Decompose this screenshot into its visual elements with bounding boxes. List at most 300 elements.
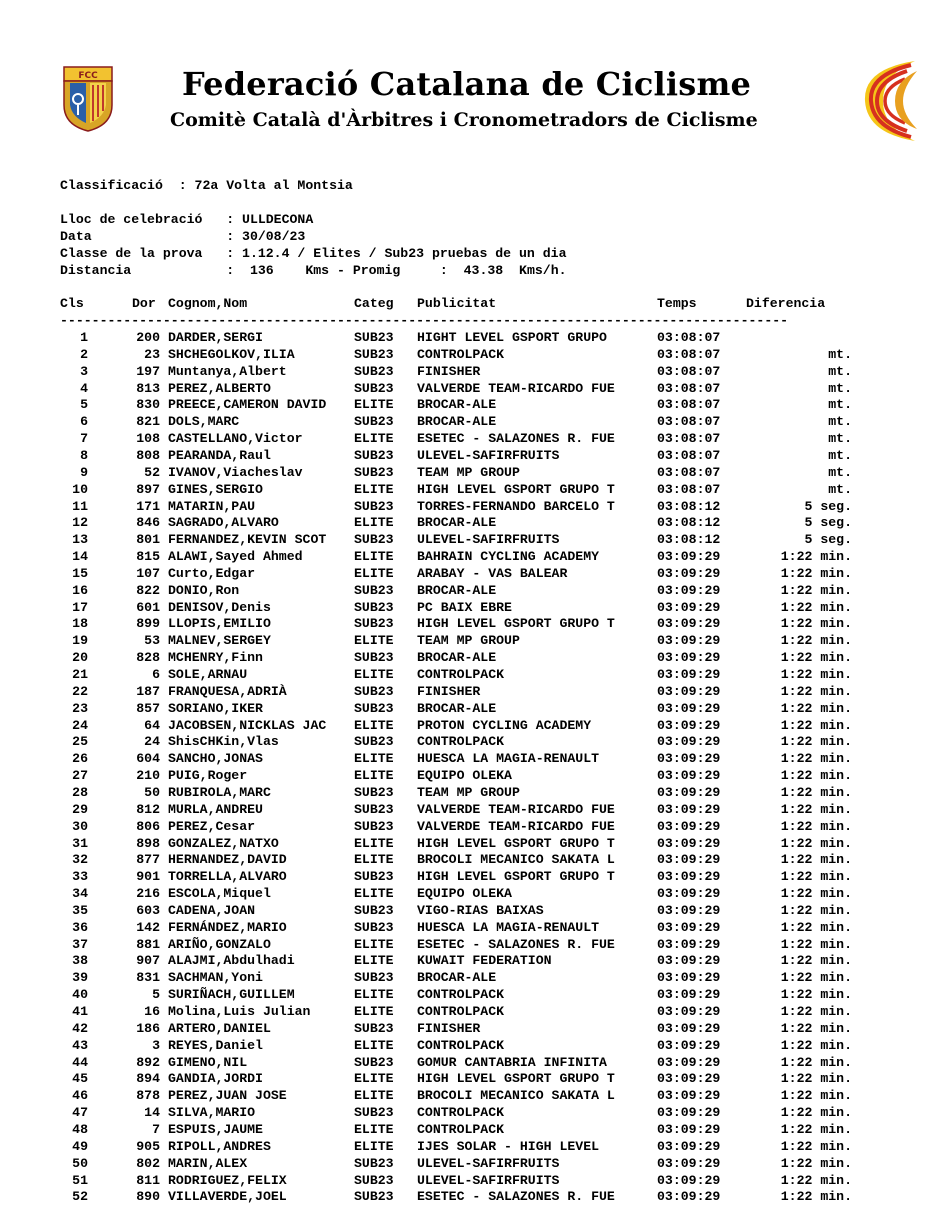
cell-diferencia: 1:22 min. bbox=[780, 734, 852, 750]
cell-publicitat: EQUIPO OLEKA bbox=[417, 768, 512, 784]
cell-publicitat: BROCAR-ALE bbox=[417, 650, 497, 666]
cell-temps: 03:08:12 bbox=[657, 498, 721, 514]
cell-diferencia: 1:22 min. bbox=[780, 582, 852, 598]
cell-diferencia: mt. bbox=[828, 447, 852, 463]
cell-temps: 03:09:29 bbox=[657, 565, 721, 581]
table-row bbox=[0, 683, 947, 700]
cell-temps: 03:09:29 bbox=[657, 1037, 721, 1053]
table-row bbox=[0, 413, 947, 430]
cell-name: CADENA,JOAN bbox=[168, 902, 256, 918]
table-row bbox=[0, 1054, 947, 1071]
cell-cls: 32 bbox=[72, 852, 88, 868]
cell-name: VILLAVERDE,JOEL bbox=[168, 1189, 287, 1205]
cell-temps: 03:09:29 bbox=[657, 886, 721, 902]
cell-categ: ELITE bbox=[354, 717, 394, 733]
cell-categ: SUB23 bbox=[354, 582, 394, 598]
cell-cls: 30 bbox=[72, 818, 88, 834]
cell-dor: 877 bbox=[136, 852, 160, 868]
cell-publicitat: CONTROLPACK bbox=[417, 1004, 505, 1019]
cell-cls: 3 bbox=[80, 363, 88, 379]
cell-temps: 03:08:07 bbox=[657, 464, 721, 480]
cell-diferencia: 5 seg. bbox=[804, 498, 852, 514]
cell-categ: SUB23 bbox=[354, 818, 394, 834]
cell-name: ShisCHKin,Vlas bbox=[168, 734, 279, 750]
cell-dor: 857 bbox=[136, 700, 160, 716]
cell-dor: 601 bbox=[136, 599, 160, 615]
cell-name: DARDER,SERGI bbox=[168, 330, 263, 345]
cell-dor: 821 bbox=[136, 414, 160, 430]
cell-diferencia: 1:22 min. bbox=[780, 784, 852, 800]
cell-cls: 48 bbox=[72, 1121, 88, 1137]
cell-diferencia: 1:22 min. bbox=[780, 886, 852, 902]
cell-diferencia: 1:22 min. bbox=[780, 616, 852, 632]
cell-categ: SUB23 bbox=[354, 464, 394, 480]
classificacio-value: 72a Volta al Montsia bbox=[194, 178, 353, 193]
cell-diferencia: 1:22 min. bbox=[780, 633, 852, 649]
col-categ-header: Categ bbox=[354, 296, 394, 311]
cell-name: CASTELLANO,Victor bbox=[168, 431, 303, 447]
cell-dor: 5 bbox=[152, 987, 160, 1003]
cell-publicitat: BROCAR-ALE bbox=[417, 970, 497, 986]
table-row bbox=[0, 1003, 947, 1020]
fcc-shield-logo bbox=[62, 65, 114, 133]
cell-categ: ELITE bbox=[354, 1138, 394, 1154]
cell-categ: SUB23 bbox=[354, 650, 394, 666]
kmsh-label: Kms/h. bbox=[519, 263, 567, 278]
cell-name: RODRIGUEZ,FELIX bbox=[168, 1172, 287, 1188]
cell-publicitat: VALVERDE TEAM-RICARDO FUE bbox=[417, 801, 615, 817]
cell-cls: 20 bbox=[72, 650, 88, 666]
cell-temps: 03:09:29 bbox=[657, 801, 721, 817]
cell-publicitat: ULEVEL-SAFIRFRUITS bbox=[417, 1155, 560, 1171]
cell-diferencia: 1:22 min. bbox=[780, 1121, 852, 1137]
cell-categ: ELITE bbox=[354, 1037, 394, 1053]
cell-temps: 03:08:07 bbox=[657, 330, 721, 345]
cell-temps: 03:09:29 bbox=[657, 936, 721, 952]
table-row bbox=[0, 666, 947, 683]
cell-name: SANCHO,JONAS bbox=[168, 751, 263, 767]
cell-categ: ELITE bbox=[354, 1071, 394, 1087]
cell-categ: ELITE bbox=[354, 1004, 394, 1019]
classe-value: 1.12.4 / Elites / Sub23 pruebas de un dia bbox=[242, 246, 567, 261]
cell-diferencia: 1:22 min. bbox=[780, 1155, 852, 1171]
cell-temps: 03:09:29 bbox=[657, 818, 721, 834]
cell-categ: SUB23 bbox=[354, 700, 394, 716]
cell-categ: ELITE bbox=[354, 1121, 394, 1137]
cell-temps: 03:09:29 bbox=[657, 1071, 721, 1087]
cell-dor: 878 bbox=[136, 1088, 160, 1104]
cell-dor: 603 bbox=[136, 902, 160, 918]
cell-categ: SUB23 bbox=[354, 683, 394, 699]
lloc-value: ULLDECONA bbox=[242, 212, 314, 227]
cell-name: ARIÑO,GONZALO bbox=[168, 936, 271, 952]
cell-name: SURIÑACH,GUILLEM bbox=[168, 987, 295, 1003]
cell-publicitat: HIGH LEVEL GSPORT GRUPO T bbox=[417, 1071, 615, 1087]
page-header bbox=[0, 55, 947, 145]
table-row bbox=[0, 1087, 947, 1104]
cell-cls: 2 bbox=[80, 346, 88, 362]
cell-categ: ELITE bbox=[354, 835, 394, 851]
cell-categ: SUB23 bbox=[354, 532, 394, 548]
cell-diferencia: 1:22 min. bbox=[780, 717, 852, 733]
cell-publicitat: ESETEC - SALAZONES R. FUE bbox=[417, 1189, 615, 1205]
table-row bbox=[0, 902, 947, 919]
cell-publicitat: ULEVEL-SAFIRFRUITS bbox=[417, 532, 560, 548]
cell-cls: 43 bbox=[72, 1037, 88, 1053]
cell-diferencia: mt. bbox=[828, 414, 852, 430]
cell-diferencia: 1:22 min. bbox=[780, 919, 852, 935]
cell-name: SOLE,ARNAU bbox=[168, 667, 248, 682]
table-row bbox=[0, 1172, 947, 1189]
table-row bbox=[0, 531, 947, 548]
cell-temps: 03:09:29 bbox=[657, 902, 721, 918]
cell-name: Curto,Edgar bbox=[168, 565, 256, 581]
table-row bbox=[0, 380, 947, 397]
cell-temps: 03:09:29 bbox=[657, 616, 721, 632]
cell-diferencia: 1:22 min. bbox=[780, 869, 852, 885]
cell-temps: 03:09:29 bbox=[657, 549, 721, 565]
cell-categ: ELITE bbox=[354, 852, 394, 868]
cell-diferencia: 1:22 min. bbox=[780, 818, 852, 834]
cell-cls: 49 bbox=[72, 1138, 88, 1154]
cell-dor: 813 bbox=[136, 380, 160, 396]
cell-dor: 894 bbox=[136, 1071, 160, 1087]
cell-temps: 03:09:29 bbox=[657, 683, 721, 699]
cell-diferencia: 1:22 min. bbox=[780, 970, 852, 986]
cell-categ: SUB23 bbox=[354, 599, 394, 615]
cell-temps: 03:09:29 bbox=[657, 667, 721, 682]
data-label: Data bbox=[60, 229, 92, 244]
cell-temps: 03:09:29 bbox=[657, 650, 721, 666]
table-row bbox=[0, 464, 947, 481]
cell-cls: 8 bbox=[80, 447, 88, 463]
cell-categ: SUB23 bbox=[354, 734, 394, 750]
classificacio-label: Classificació bbox=[60, 178, 163, 193]
cell-categ: SUB23 bbox=[354, 447, 394, 463]
cell-dor: 107 bbox=[136, 565, 160, 581]
cell-diferencia: mt. bbox=[828, 346, 852, 362]
cell-dor: 50 bbox=[144, 784, 160, 800]
cell-dor: 53 bbox=[144, 633, 160, 649]
cell-cls: 12 bbox=[72, 515, 88, 531]
cell-diferencia: 1:22 min. bbox=[780, 1172, 852, 1188]
cell-diferencia: 1:22 min. bbox=[780, 700, 852, 716]
cell-dor: 806 bbox=[136, 818, 160, 834]
cell-dor: 142 bbox=[136, 919, 160, 935]
cell-temps: 03:08:07 bbox=[657, 380, 721, 396]
cell-cls: 18 bbox=[72, 616, 88, 632]
cell-diferencia: 1:22 min. bbox=[780, 1004, 852, 1019]
cell-dor: 171 bbox=[136, 498, 160, 514]
cell-diferencia: 1:22 min. bbox=[780, 683, 852, 699]
cell-name: PEREZ,ALBERTO bbox=[168, 380, 271, 396]
cell-diferencia: 1:22 min. bbox=[780, 650, 852, 666]
cell-cls: 19 bbox=[72, 633, 88, 649]
cell-publicitat: HIGH LEVEL GSPORT GRUPO T bbox=[417, 869, 615, 885]
cell-name: ESCOLA,Miquel bbox=[168, 886, 271, 902]
table-row bbox=[0, 784, 947, 801]
cell-temps: 03:09:29 bbox=[657, 1138, 721, 1154]
classe-line: Classe de la prova : 1.12.4 / Elites / Sub23 pruebas de un dia bbox=[60, 246, 567, 261]
cell-cls: 10 bbox=[72, 481, 88, 497]
cell-name: PUIG,Roger bbox=[168, 768, 248, 784]
cell-diferencia: 1:22 min. bbox=[780, 1088, 852, 1104]
cell-diferencia: mt. bbox=[828, 431, 852, 447]
cell-dor: 24 bbox=[144, 734, 160, 750]
cell-categ: ELITE bbox=[354, 886, 394, 902]
cell-temps: 03:09:29 bbox=[657, 784, 721, 800]
cell-name: PEREZ,JUAN JOSE bbox=[168, 1088, 287, 1104]
cell-publicitat: HUESCA LA MAGIA-RENAULT bbox=[417, 919, 600, 935]
cell-publicitat: BAHRAIN CYCLING ACADEMY bbox=[417, 549, 600, 565]
table-row bbox=[0, 818, 947, 835]
cell-categ: ELITE bbox=[354, 397, 394, 413]
cell-temps: 03:09:29 bbox=[657, 1020, 721, 1036]
cell-cls: 5 bbox=[80, 397, 88, 413]
cell-dor: 3 bbox=[152, 1037, 160, 1053]
cell-diferencia: mt. bbox=[828, 363, 852, 379]
cell-diferencia: 1:22 min. bbox=[780, 953, 852, 969]
cell-name: Muntanya,Albert bbox=[168, 363, 287, 379]
table-row bbox=[0, 615, 947, 632]
cell-publicitat: ARABAY - VAS BALEAR bbox=[417, 565, 568, 581]
cell-name: SORIANO,IKER bbox=[168, 700, 263, 716]
catalan-flag-logo bbox=[855, 57, 925, 143]
cell-dor: 812 bbox=[136, 801, 160, 817]
cell-categ: SUB23 bbox=[354, 1054, 394, 1070]
promig-value: 43.38 bbox=[463, 263, 504, 278]
cell-diferencia: 1:22 min. bbox=[780, 1071, 852, 1087]
cell-categ: SUB23 bbox=[354, 1155, 394, 1171]
cell-name: ALAWI,Sayed Ahmed bbox=[168, 549, 303, 565]
cell-publicitat: EQUIPO OLEKA bbox=[417, 886, 512, 902]
kms-promig-label: Kms - Promig bbox=[305, 263, 401, 278]
cell-dor: 901 bbox=[136, 869, 160, 885]
cell-dor: 210 bbox=[136, 768, 160, 784]
table-row bbox=[0, 1104, 947, 1121]
classe-label: Classe de la prova bbox=[60, 246, 203, 261]
cell-temps: 03:09:29 bbox=[657, 734, 721, 750]
classificacio-line: Classificació : 72a Volta al Montsia bbox=[60, 178, 353, 193]
cell-dor: 186 bbox=[136, 1020, 160, 1036]
cell-temps: 03:09:29 bbox=[657, 768, 721, 784]
cell-dor: 822 bbox=[136, 582, 160, 598]
cell-diferencia: 1:22 min. bbox=[780, 1189, 852, 1205]
cell-cls: 13 bbox=[72, 532, 88, 548]
cell-dor: 7 bbox=[152, 1121, 160, 1137]
cell-cls: 7 bbox=[80, 431, 88, 447]
cell-publicitat: VALVERDE TEAM-RICARDO FUE bbox=[417, 380, 615, 396]
cell-categ: ELITE bbox=[354, 549, 394, 565]
cell-name: DOLS,MARC bbox=[168, 414, 240, 430]
cell-temps: 03:08:07 bbox=[657, 431, 721, 447]
cell-temps: 03:08:12 bbox=[657, 532, 721, 548]
cell-cls: 47 bbox=[72, 1105, 88, 1121]
table-row bbox=[0, 649, 947, 666]
cell-name: SAGRADO,ALVARO bbox=[168, 515, 279, 531]
table-row bbox=[0, 885, 947, 902]
data-value: 30/08/23 bbox=[242, 229, 306, 244]
cell-categ: SUB23 bbox=[354, 498, 394, 514]
cell-diferencia: 1:22 min. bbox=[780, 902, 852, 918]
table-row bbox=[0, 346, 947, 363]
col-diferencia-header: Diferencia bbox=[746, 296, 826, 311]
cell-temps: 03:09:29 bbox=[657, 1155, 721, 1171]
lloc-line: Lloc de celebració : ULLDECONA bbox=[60, 212, 314, 227]
cell-cls: 46 bbox=[72, 1088, 88, 1104]
cell-name: GANDIA,JORDI bbox=[168, 1071, 263, 1087]
cell-temps: 03:09:29 bbox=[657, 1088, 721, 1104]
cell-diferencia: 1:22 min. bbox=[780, 565, 852, 581]
cell-categ: ELITE bbox=[354, 481, 394, 497]
cell-dor: 828 bbox=[136, 650, 160, 666]
cell-publicitat: ULEVEL-SAFIRFRUITS bbox=[417, 447, 560, 463]
cell-cls: 41 bbox=[72, 1004, 88, 1019]
cell-diferencia: 1:22 min. bbox=[780, 835, 852, 851]
cell-name: SILVA,MARIO bbox=[168, 1105, 256, 1121]
cell-publicitat: ESETEC - SALAZONES R. FUE bbox=[417, 431, 615, 447]
cell-categ: ELITE bbox=[354, 936, 394, 952]
cell-name: MURLA,ANDREU bbox=[168, 801, 263, 817]
cell-categ: SUB23 bbox=[354, 784, 394, 800]
cell-categ: ELITE bbox=[354, 667, 394, 682]
cell-diferencia: 1:22 min. bbox=[780, 1037, 852, 1053]
table-row bbox=[0, 919, 947, 936]
cell-temps: 03:09:29 bbox=[657, 700, 721, 716]
cell-name: FRANQUESA,ADRIÀ bbox=[168, 683, 287, 699]
cell-temps: 03:08:07 bbox=[657, 481, 721, 497]
table-row bbox=[0, 835, 947, 852]
table-row bbox=[0, 801, 947, 818]
table-row bbox=[0, 565, 947, 582]
cell-dor: 200 bbox=[136, 330, 160, 345]
cell-dor: 216 bbox=[136, 886, 160, 902]
cell-temps: 03:08:07 bbox=[657, 414, 721, 430]
cell-dor: 197 bbox=[136, 363, 160, 379]
cell-name: Molina,Luis Julian bbox=[168, 1004, 311, 1019]
cell-publicitat: ULEVEL-SAFIRFRUITS bbox=[417, 1172, 560, 1188]
table-row bbox=[0, 750, 947, 767]
cell-temps: 03:09:29 bbox=[657, 751, 721, 767]
table-row bbox=[0, 767, 947, 784]
cell-cls: 26 bbox=[72, 751, 88, 767]
cell-dor: 892 bbox=[136, 1054, 160, 1070]
cell-publicitat: TEAM MP GROUP bbox=[417, 464, 520, 480]
table-row bbox=[0, 868, 947, 885]
cell-categ: SUB23 bbox=[354, 414, 394, 430]
cell-temps: 03:09:29 bbox=[657, 1172, 721, 1188]
cell-name: FERNANDEZ,KEVIN SCOT bbox=[168, 532, 327, 548]
cell-categ: SUB23 bbox=[354, 380, 394, 396]
table-row bbox=[0, 447, 947, 464]
cell-cls: 25 bbox=[72, 734, 88, 750]
cell-publicitat: CONTROLPACK bbox=[417, 1121, 505, 1137]
cell-dor: 23 bbox=[144, 346, 160, 362]
cell-diferencia: 5 seg. bbox=[804, 532, 852, 548]
cell-categ: SUB23 bbox=[354, 869, 394, 885]
cell-cls: 51 bbox=[72, 1172, 88, 1188]
cell-temps: 03:09:29 bbox=[657, 1054, 721, 1070]
cell-dor: 64 bbox=[144, 717, 160, 733]
cell-diferencia: 1:22 min. bbox=[780, 549, 852, 565]
cell-name: HERNANDEZ,DAVID bbox=[168, 852, 287, 868]
cell-publicitat: CONTROLPACK bbox=[417, 1105, 505, 1121]
cell-cls: 39 bbox=[72, 970, 88, 986]
cell-publicitat: HUESCA LA MAGIA-RENAULT bbox=[417, 751, 600, 767]
cell-categ: ELITE bbox=[354, 987, 394, 1003]
cell-dor: 898 bbox=[136, 835, 160, 851]
cell-diferencia: mt. bbox=[828, 481, 852, 497]
cell-cls: 22 bbox=[72, 683, 88, 699]
table-row bbox=[0, 329, 947, 346]
cell-name: PREECE,CAMERON DAVID bbox=[168, 397, 327, 413]
cell-temps: 03:09:29 bbox=[657, 1004, 721, 1019]
cell-cls: 31 bbox=[72, 835, 88, 851]
table-row bbox=[0, 1037, 947, 1054]
cell-dor: 811 bbox=[136, 1172, 160, 1188]
table-row bbox=[0, 363, 947, 380]
cell-name: PEARANDA,Raul bbox=[168, 447, 271, 463]
cell-dor: 6 bbox=[152, 667, 160, 682]
cell-name: GINES,SERGIO bbox=[168, 481, 263, 497]
cell-cls: 34 bbox=[72, 886, 88, 902]
cell-name: MCHENRY,Finn bbox=[168, 650, 263, 666]
cell-cls: 9 bbox=[80, 464, 88, 480]
cell-categ: SUB23 bbox=[354, 330, 394, 345]
cell-dor: 52 bbox=[144, 464, 160, 480]
cell-temps: 03:09:29 bbox=[657, 987, 721, 1003]
cell-cls: 11 bbox=[72, 498, 88, 514]
lloc-label: Lloc de celebració bbox=[60, 212, 203, 227]
table-row bbox=[0, 582, 947, 599]
cell-temps: 03:09:29 bbox=[657, 953, 721, 969]
cell-diferencia: 1:22 min. bbox=[780, 1054, 852, 1070]
cell-publicitat: BROCAR-ALE bbox=[417, 414, 497, 430]
cell-dor: 905 bbox=[136, 1138, 160, 1154]
table-row bbox=[0, 430, 947, 447]
cell-name: SHCHEGOLKOV,ILIA bbox=[168, 346, 295, 362]
cell-cls: 28 bbox=[72, 784, 88, 800]
table-row bbox=[0, 548, 947, 565]
cell-dor: 899 bbox=[136, 616, 160, 632]
cell-publicitat: BROCAR-ALE bbox=[417, 397, 497, 413]
cell-temps: 03:09:29 bbox=[657, 1189, 721, 1205]
cell-name: PEREZ,Cesar bbox=[168, 818, 256, 834]
table-row bbox=[0, 733, 947, 750]
cell-cls: 14 bbox=[72, 549, 88, 565]
table-row bbox=[0, 514, 947, 531]
cell-dor: 846 bbox=[136, 515, 160, 531]
cell-categ: ELITE bbox=[354, 633, 394, 649]
table-row bbox=[0, 952, 947, 969]
cell-publicitat: BROCAR-ALE bbox=[417, 515, 497, 531]
cell-diferencia: 1:22 min. bbox=[780, 987, 852, 1003]
cell-publicitat: TEAM MP GROUP bbox=[417, 633, 520, 649]
table-row bbox=[0, 1138, 947, 1155]
cell-categ: SUB23 bbox=[354, 346, 394, 362]
cell-diferencia: 1:22 min. bbox=[780, 801, 852, 817]
cell-cls: 1 bbox=[80, 330, 88, 345]
cell-cls: 52 bbox=[72, 1189, 88, 1205]
cell-temps: 03:09:29 bbox=[657, 970, 721, 986]
cell-name: REYES,Daniel bbox=[168, 1037, 263, 1053]
cell-dor: 808 bbox=[136, 447, 160, 463]
cell-publicitat: ESETEC - SALAZONES R. FUE bbox=[417, 936, 615, 952]
cell-publicitat: CONTROLPACK bbox=[417, 734, 505, 750]
cell-publicitat: HIGH LEVEL GSPORT GRUPO T bbox=[417, 481, 615, 497]
cell-dor: 108 bbox=[136, 431, 160, 447]
cell-cls: 6 bbox=[80, 414, 88, 430]
